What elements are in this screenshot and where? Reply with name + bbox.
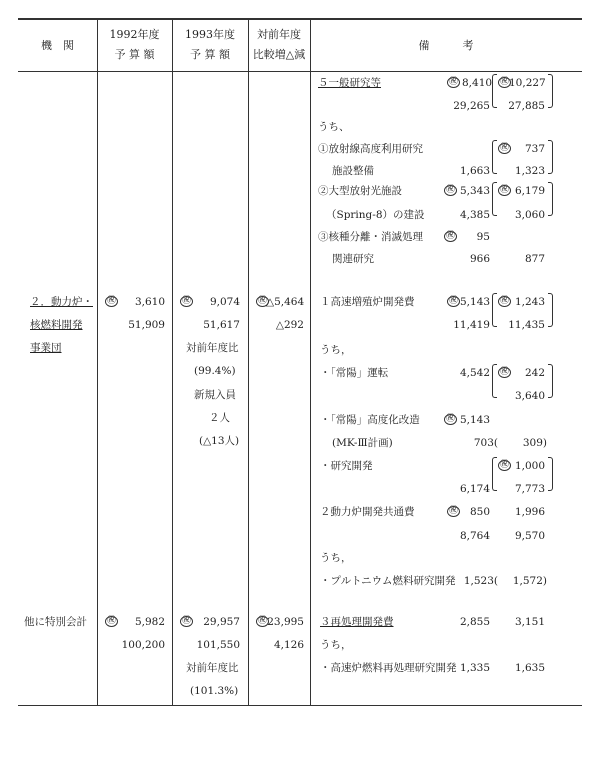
s2-n1-v2: 1,243	[514, 296, 545, 308]
s1-i3b-v1: 966	[469, 253, 490, 265]
s1-marker-2: ㊗	[500, 77, 510, 87]
s2-n2-v3: 3,640	[514, 390, 545, 402]
s2-n6-v3: 8,764	[459, 530, 490, 542]
header-1992-year: 1992年度	[109, 28, 160, 41]
s1-item2b: （Spring-8）の建設	[326, 209, 425, 221]
header-1993-budget: 予 算 額	[190, 48, 230, 61]
s2-n5-v3: 7,773	[514, 483, 545, 495]
s2-c3-marker: ㊗	[182, 296, 192, 306]
s1-r2-v2: 27,885	[508, 100, 545, 112]
s2-org-line1: ２．動力炉・	[30, 296, 93, 308]
s2-n1-marker-2: ㊗	[500, 296, 510, 306]
s2-org-line2: 核燃料開発	[30, 319, 83, 331]
col-divider-4	[310, 18, 311, 706]
s2-c3e: 新規入員	[194, 389, 236, 401]
col-divider-3	[248, 18, 249, 706]
s2-n2-bracket-left	[492, 364, 497, 398]
s1-i2-v2: 6,179	[514, 185, 545, 197]
s2-n2-v1: 4,542	[459, 367, 490, 379]
table-bottom-rule	[18, 705, 582, 706]
s2-c4-marker: ㊗	[258, 296, 268, 306]
s2-n2-label: ・「常陽」運転	[320, 367, 389, 379]
s1-i2b-v2: 3,060	[514, 209, 545, 221]
s2-c3c: 対前年度比	[186, 342, 239, 354]
s2-n1-v3: 11,419	[453, 319, 490, 331]
s3-n2-v1: 1,335	[459, 662, 490, 674]
s1-r2-v1: 29,265	[453, 100, 490, 112]
s3-c3a: 29,957	[203, 616, 240, 628]
s3-c2b: 100,200	[121, 639, 165, 651]
s1-i2-marker-2: ㊗	[500, 185, 510, 195]
s2-n6-v2: 1,996	[514, 506, 545, 518]
s3-uchi: うち，	[320, 639, 352, 651]
s2-n4-v2: 309)	[522, 437, 547, 449]
s3-n1-label: ３再処理開発費	[320, 616, 394, 628]
s2-n1-bracket-right	[548, 293, 553, 327]
s2-n1-label: １高速増殖炉開発費	[320, 296, 415, 308]
s2-n1-bracket-left	[492, 293, 497, 327]
s1-bracket-right	[548, 74, 553, 108]
s3-n2-v2: 1,635	[514, 662, 545, 674]
s2-c3a: 9,074	[209, 296, 240, 308]
s2-n5-label: ・研究開発	[320, 460, 373, 472]
header-diff-line2: 比較増△減	[252, 48, 306, 61]
s3-c4b: 4,126	[273, 639, 304, 651]
s1-bracket-left	[492, 74, 497, 108]
s2-n2-bracket-right	[548, 364, 553, 398]
s2-n5-marker: ㊗	[500, 460, 510, 470]
s3-c3d: (101.3%)	[190, 685, 239, 697]
s1-i1-bracket-right	[548, 140, 553, 174]
s3-c4a: 23,995	[267, 616, 304, 628]
s2-n5-v1: 6,174	[459, 483, 490, 495]
s2-n6-marker: ㊗	[449, 506, 459, 516]
header-remarks: 備 考	[418, 39, 474, 52]
s1-i1-bracket-left	[492, 140, 497, 174]
s2-n5-bracket-left	[492, 457, 497, 491]
s2-n3-marker: ㊗	[446, 414, 456, 424]
s1-r1-v1: 8,410	[462, 77, 493, 89]
s1-item2a: ②大型放射光施設	[318, 185, 402, 197]
s2-c3d: (99.4%)	[194, 365, 236, 377]
header-1992-budget: 予 算 額	[114, 48, 155, 61]
s2-uchi: うち，	[320, 344, 352, 356]
s2-c3g: (△13人)	[199, 435, 240, 447]
s2-n1-marker: ㊗	[449, 296, 459, 306]
s1-item3a: ③核種分離・消滅処理	[318, 231, 423, 243]
s2-n6-v4: 9,570	[514, 530, 545, 542]
s1-i1-marker: ㊗	[500, 143, 510, 153]
s3-c3c: 対前年度比	[186, 662, 239, 674]
s2-n2-marker: ㊗	[500, 367, 510, 377]
s3-n2-label: ・高速炉燃料再処理研究開発	[320, 662, 457, 674]
s2-n1-v1: 5,143	[460, 296, 491, 308]
s1-item1b: 施設整備	[332, 165, 374, 177]
s2-n5-bracket-right	[548, 457, 553, 491]
s3-c3-marker: ㊗	[182, 616, 192, 626]
s1-item1a: ①放射線高度利用研究	[318, 143, 423, 155]
s1-i2-v1: 5,343	[459, 185, 490, 197]
s2-c4b: △292	[275, 319, 304, 331]
s2-c3f: ２人	[209, 412, 230, 424]
s2-uchi-2: うち，	[320, 552, 352, 564]
s3-n1-v2: 3,151	[514, 616, 545, 628]
s1-i1-v3: 1,323	[514, 165, 545, 177]
header-diff-line1: 対前年度	[257, 28, 301, 41]
s2-n4-label: (MK-Ⅲ計画)	[332, 437, 393, 449]
s3-n1-v1: 2,855	[459, 616, 490, 628]
s3-c2a: 5,982	[134, 616, 165, 628]
s1-item3b: 関連研究	[332, 253, 374, 265]
s2-c3b: 51,617	[203, 319, 240, 331]
s1-i3b-v2: 877	[524, 253, 545, 265]
s2-n5-v2: 1,000	[514, 460, 545, 472]
s1-i2-marker: ㊗	[446, 185, 456, 195]
s2-n6-v1: 850	[469, 506, 490, 518]
s2-n7-v1: 1,523(	[463, 575, 498, 587]
s3-c2-marker: ㊗	[107, 616, 117, 626]
s2-n2-v2: 242	[524, 367, 545, 379]
s2-n3-label: ・「常陽」高度化改造	[320, 414, 420, 426]
s1-i1-v2: 737	[524, 143, 545, 155]
header-bottom-rule	[18, 71, 582, 72]
s2-c2b: 51,909	[128, 319, 165, 331]
s1-uchi: うち、	[318, 121, 350, 133]
s2-org-line3: 事業団	[30, 342, 62, 354]
table-top-rule	[18, 18, 582, 20]
s2-c2-marker: ㊗	[107, 296, 117, 306]
s2-n1-v4: 11,435	[508, 319, 545, 331]
s1-general-research-label: ５一般研究等	[318, 77, 381, 89]
s2-c2a: 3,610	[134, 296, 165, 308]
s1-i3-marker: ㊗	[446, 231, 456, 241]
col-divider-2	[172, 18, 173, 706]
s1-i3-v1: 95	[476, 231, 490, 243]
s1-marker: ㊗	[449, 77, 459, 87]
s3-c4-marker: ㊗	[258, 616, 268, 626]
s2-c4a: △5,464	[266, 296, 305, 308]
s2-n4-v1: 703(	[473, 437, 498, 449]
s1-i2-bracket-right	[548, 182, 553, 216]
s2-n7-v2: 1,572)	[512, 575, 547, 587]
s3-c3b: 101,550	[196, 639, 240, 651]
header-1993-year: 1993年度	[185, 28, 235, 41]
s2-n7-label: ・プルトニウム燃料研究開発	[320, 575, 456, 587]
s1-i2-bracket-left	[492, 182, 497, 216]
s1-i2b-v1: 4,385	[459, 209, 490, 221]
s1-i1-v1: 1,663	[459, 165, 490, 177]
s3-org: 他に特別会計	[24, 616, 87, 628]
col-divider-1	[97, 18, 98, 706]
s2-n3-v1: 5,143	[459, 414, 490, 426]
s2-n6-label: ２動力炉開発共通費	[320, 506, 415, 518]
s1-r1-v2: 10,227	[509, 77, 546, 89]
header-org: 機 関	[41, 39, 74, 52]
